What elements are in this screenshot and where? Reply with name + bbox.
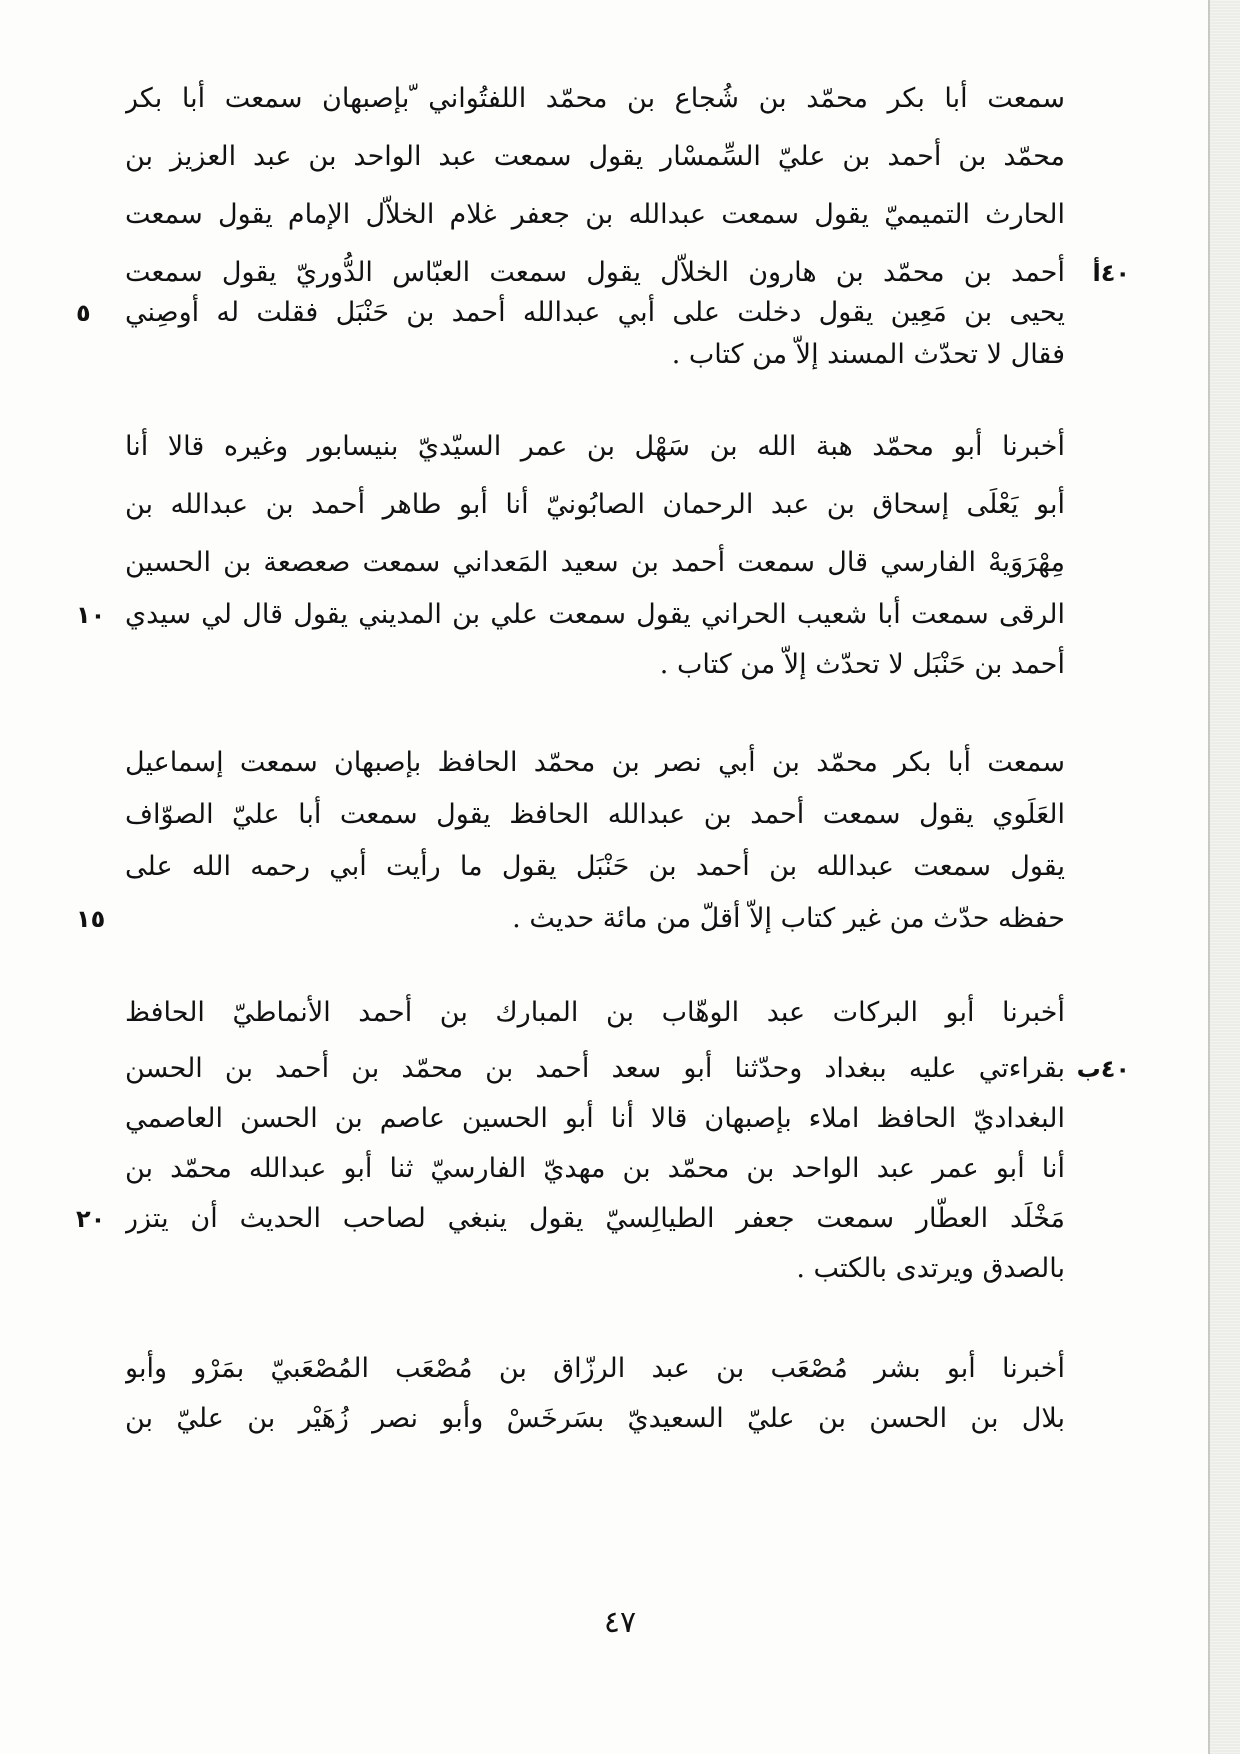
line-number-20: ٢٠: [76, 1205, 106, 1233]
line-number-15: ١٥: [76, 905, 106, 933]
paragraph-4-line-3: البغداديّ الحافظ املاء بإصبهان قالا أنا أبو الحسين عاصم بن الحسن العاصمي: [125, 1103, 1065, 1134]
folio-marker-40a: ٤٠أ: [1092, 259, 1130, 287]
paragraph-2-line-1: أخبرنا أبو محمّد هبة الله بن سَهْل بن عمر السيّديّ بنيسابور وغيره قالا أنا: [125, 431, 1065, 462]
paragraph-4-line-2: بقراءتي عليه ببغداد وحدّثنا أبو سعد أحمد بن محمّد بن أحمد بن الحسن: [125, 1053, 1065, 1084]
paragraph-1-line-3: الحارث التميميّ يقول سمعت عبدالله بن جعفر غلام الخلاّل الإمام يقول سمعت: [125, 199, 1065, 230]
paragraph-4-line-1: أخبرنا أبو البركات عبد الوهّاب بن المبارك بن أحمد الأنماطيّ الحافظ: [125, 997, 1065, 1028]
page-edge-texture: [1210, 0, 1240, 1754]
paragraph-1-line-6: فقال لا تحدّث المسند إلاّ من كتاب .: [671, 339, 1065, 370]
paragraph-3-line-4: حفظه حدّث من غير كتاب إلاّ أقلّ من مائة حديث .: [512, 903, 1065, 934]
paragraph-4-line-6: بالصدق ويرتدى بالكتب .: [796, 1253, 1065, 1284]
paragraph-5-line-1: أخبرنا أبو بشر مُصْعَب بن عبد الرزّاق بن مُصْعَب المُصْعَبيّ بمَرْو وأبو: [125, 1353, 1065, 1384]
paragraph-3-line-3: يقول سمعت عبدالله بن أحمد بن حَنْبَل يقول ما رأيت أبي رحمه الله على: [125, 851, 1065, 882]
paragraph-2-line-2: أبو يَعْلَى إسحاق بن عبد الرحمان الصابُونيّ أنا أبو طاهر أحمد بن عبدالله بن: [125, 489, 1065, 520]
paragraph-4-line-4: أنا أبو عمر عبد الواحد بن محمّد بن مهديّ الفارسيّ ثنا أبو عبدالله محمّد بن: [125, 1153, 1065, 1184]
paragraph-2-line-5: أحمد بن حَنْبَل لا تحدّث إلاّ من كتاب .: [659, 649, 1065, 680]
paragraph-1-line-2: محمّد بن أحمد بن عليّ السِّمسْار يقول سمعت عبد الواحد بن عبد العزيز بن: [125, 141, 1065, 172]
line-number-5: ٥: [76, 299, 91, 327]
paragraph-3-line-2: العَلَوي يقول سمعت أحمد بن عبدالله الحافظ يقول سمعت أبا عليّ الصوّاف: [125, 799, 1065, 830]
paragraph-5-line-2: بلال بن الحسن بن عليّ السعيديّ بسَرخَسْ وأبو نصر زُهَيْر بن عليّ بن: [125, 1403, 1065, 1434]
line-number-10: ١٠: [76, 601, 106, 629]
paragraph-2-line-3: مِهْرَوَيهْ الفارسي قال سمعت أحمد بن سعيد المَعداني سمعت صعصعة بن الحسين: [125, 547, 1065, 578]
paragraph-1-line-4: أحمد بن محمّد بن هارون الخلاّل يقول سمعت العبّاس الدُّوريّ يقول سمعت: [125, 257, 1065, 288]
paragraph-3-line-1: سمعت أبا بكر محمّد بن أبي نصر بن محمّد الحافظ بإصبهان سمعت إسماعيل: [125, 747, 1065, 778]
paragraph-1-line-1: سمعت أبا بكر محمّد بن شُجاع بن محمّد اللفتُواني ّبإصبهان سمعت أبا بكر: [125, 83, 1065, 114]
paragraph-1-line-5: يحيى بن مَعِين يقول دخلت على أبي عبدالله أحمد بن حَنْبَل فقلت له أوصِني: [125, 297, 1065, 328]
folio-marker-40b: ٤٠ب: [1076, 1055, 1130, 1083]
page-number: ٤٧: [603, 1605, 637, 1640]
paragraph-4-line-5: مَخْلَد العطّار سمعت جعفر الطيالِسيّ يقول ينبغي لصاحب الحديث أن يتزر: [125, 1203, 1065, 1234]
paragraph-2-line-4: الرقى سمعت أبا شعيب الحراني يقول سمعت علي بن المديني يقول قال لي سيدي: [125, 599, 1065, 630]
